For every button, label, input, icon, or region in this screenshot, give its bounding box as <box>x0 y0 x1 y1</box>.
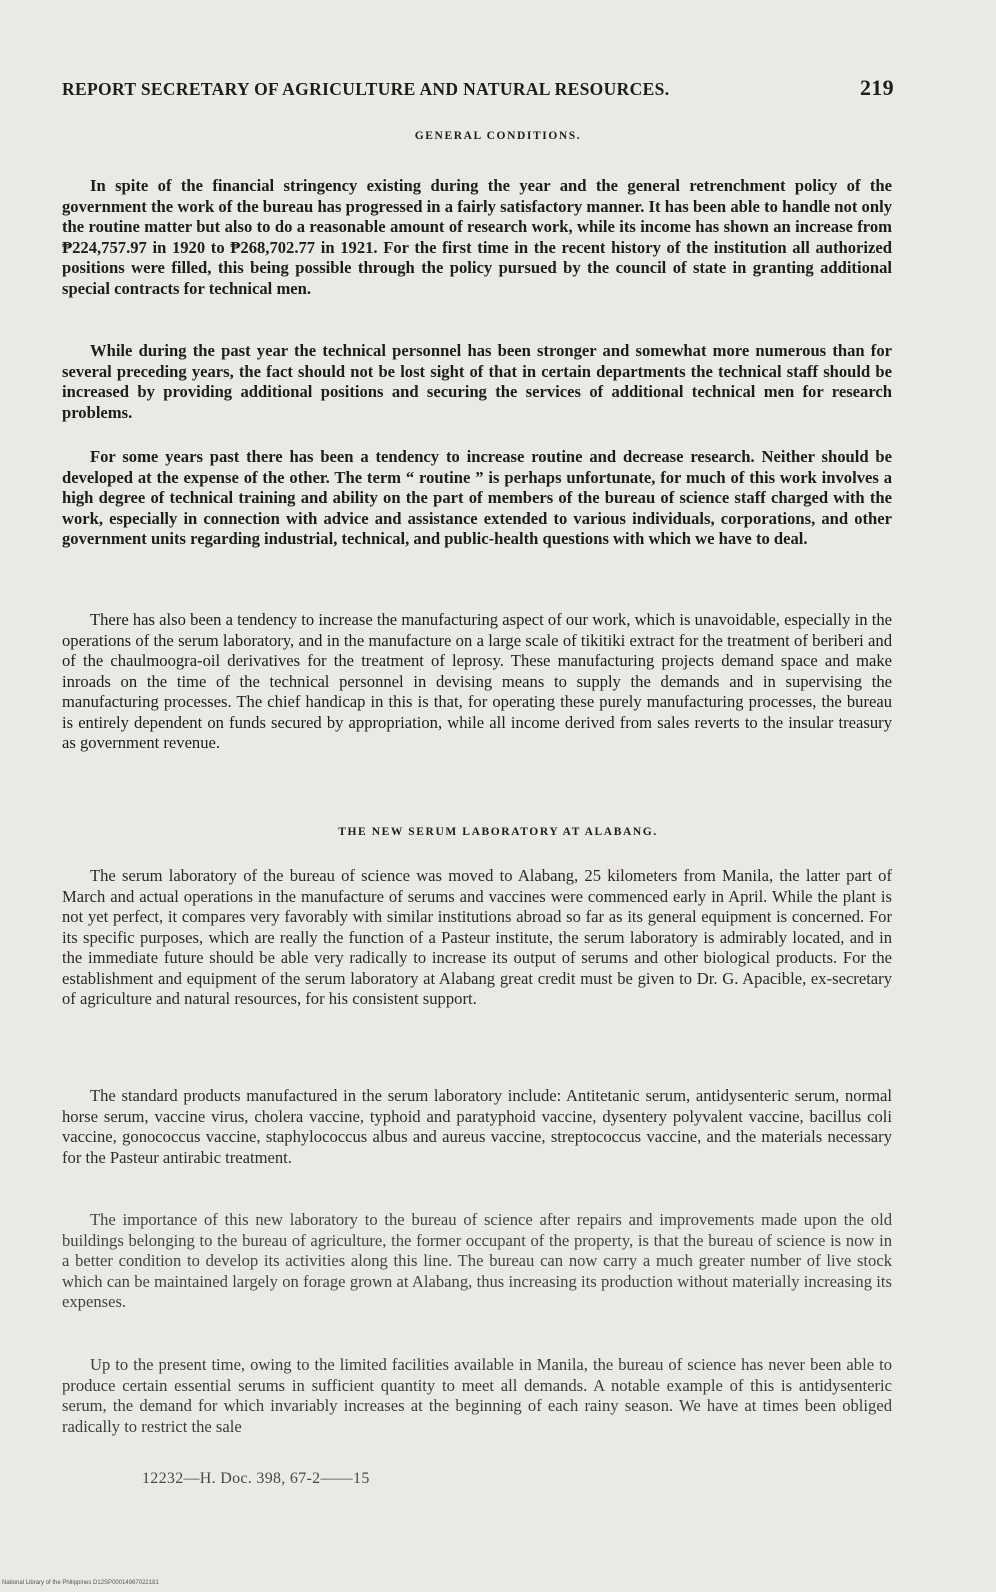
page-number: 219 <box>859 75 894 100</box>
section-heading-general-conditions: GENERAL CONDITIONS. <box>414 130 582 142</box>
section-heading-serum-laboratory: THE NEW SERUM LABORATORY AT ALABANG. <box>338 826 658 838</box>
paragraph: The serum laboratory of the bureau of science was moved to Alabang, 25 kilometers from Manila, the latter part of March and actual operations in the manufacture of serums and vaccines were commenced early in April. While the plant is not yet perfect, it compares very favorably with similar institutions abroad so far as its general equipment is concerned. For its specific purposes, which are really the function of a Pasteur institute, the serum laboratory is admirably located, and in the immediate future should be able very radically to increase its output of serums and other biological products. For the establishment and equipment of the serum laboratory at Alabang great credit must be given to Dr. G. Apacible, ex-secretary of agriculture and natural resources, for his consistent support. <box>62 866 892 1008</box>
paragraph: There has also been a tendency to increase the manufacturing aspect of our work, which is unavoidable, especially in the operations of the serum laboratory, and in the manufacture on a large scale of tikitiki extract for the treatment of beriberi and of the chaulmoogra-oil derivatives for the treatment of leprosy. These manufacturing projects demand space and make inroads on the time of the technical personnel in devising means to supply the demands and in supervising the manufacturing processes. The chief handicap in this is that, for operating these purely manufacturing processes, the bureau is entirely dependent on funds secured by appropriation, while all income derived from sales reverts to the insular treasury as government revenue. <box>62 610 892 752</box>
paragraph: Up to the present time, owing to the limited facilities available in Manila, the bureau of science has never been able to produce certain essential serums in sufficient quantity to meet all demands. A notable example of this is antidysenteric serum, the demand for which invariably increases at the beginning of each rainy season. We have at times been obliged radically to restrict the sale <box>62 1355 892 1436</box>
scan-credit: National Library of the Philippines D12SP00014967022181 <box>2 1580 159 1586</box>
paragraph: While during the past year the technical personnel has been stronger and somewhat more numerous than for several preceding years, the fact should not be lost sight of that in certain departments the technical staff should be increased by providing additional positions and securing the services of additional technical men for research problems. <box>62 341 892 422</box>
paragraph: For some years past there has been a tendency to increase routine and decrease research. Neither should be developed at the expense of the other. The term “ routine ” is perhaps unfortunate, for much of this work involves a high degree of technical training and ability on the part of members of the bureau of science staff charged with the work, especially in connection with advice and assistance extended to various individuals, corporations, and other government units regarding industrial, technical, and public-health questions with which we have to deal. <box>62 447 892 548</box>
running-head <box>62 75 894 101</box>
paragraph: The standard products manufactured in the serum laboratory include: Antitetanic serum, antidysenteric serum, normal horse serum, vaccine virus, cholera vaccine, typhoid and paratyphoid vaccine, dysentery polyvalent vaccine, bacillus coli vaccine, gonococcus vaccine, staphylococcus albus and aureus vaccine, streptococcus vaccine, and the materials necessary for the Pasteur antirabic treatment. <box>62 1086 892 1167</box>
running-title: REPORT SECRETARY OF AGRICULTURE AND NATURAL RESOURCES. <box>62 79 670 99</box>
paragraph: In spite of the financial stringency existing during the year and the general retrenchment policy of the government the work of the bureau has progressed in a fairly satisfactory manner. It has been able to handle not only the routine matter but also to do a reasonable amount of research work, while its income has shown an increase from ₱224,757.97 in 1920 to ₱268,702.77 in 1921. For the first time in the recent history of the institution all authorized positions were filled, this being possible through the policy pursued by the council of state in granting additional special contracts for technical men. <box>62 176 892 298</box>
paragraph: The importance of this new laboratory to the bureau of science after repairs and improvements made upon the old buildings belonging to the bureau of agriculture, the former occupant of the property, is that the bureau of science is now in a better condition to develop its activities along this line. The bureau can now carry a much greater number of live stock which can be maintained largely on forage grown at Alabang, thus increasing its production without materially increasing its expenses. <box>62 1210 892 1311</box>
document-signature: 12232—H. Doc. 398, 67-2——15 <box>142 1470 370 1487</box>
